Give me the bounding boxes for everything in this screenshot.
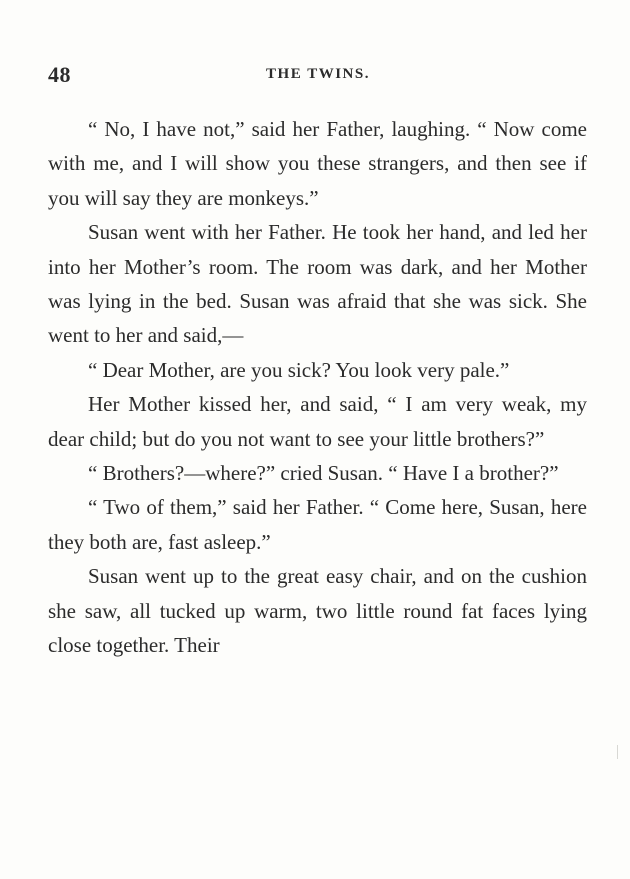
paragraph: “ No, I have not,” said her Father, laughing. “ Now come with me, and I will show you these strangers, and then see if you will say they are monkeys.” [48, 117, 587, 210]
body-text [48, 112, 587, 663]
paragraph: “ Brothers?—where?” cried Susan. “ Have I a brother?” [88, 461, 559, 486]
paragraph: Susan went up to the great easy chair, and on the cushion she saw, all tucked up warm, two little round fat faces lying close together. Their [48, 564, 587, 658]
paragraph: “ Dear Mother, are you sick? You look very pale.” [88, 357, 510, 382]
running-title: THE TWINS. [266, 66, 370, 82]
paragraph: Susan went with her Father. He took her hand, and led her into her Mother’s room. The room was dark, and her Mother was lying in the bed. Susan was afraid that she was sick. She went to her and said,— [48, 220, 587, 348]
page-number: 48 [48, 62, 71, 87]
page-edge-mark [617, 745, 618, 759]
page-header [48, 62, 588, 92]
paragraph: Her Mother kissed her, and said, “ I am very weak, my dear child; but do you not want to see your little brothers?” [48, 392, 587, 451]
paragraph: “ Two of them,” said her Father. “ Come here, Susan, here they both are, fast asleep.” [48, 495, 587, 554]
